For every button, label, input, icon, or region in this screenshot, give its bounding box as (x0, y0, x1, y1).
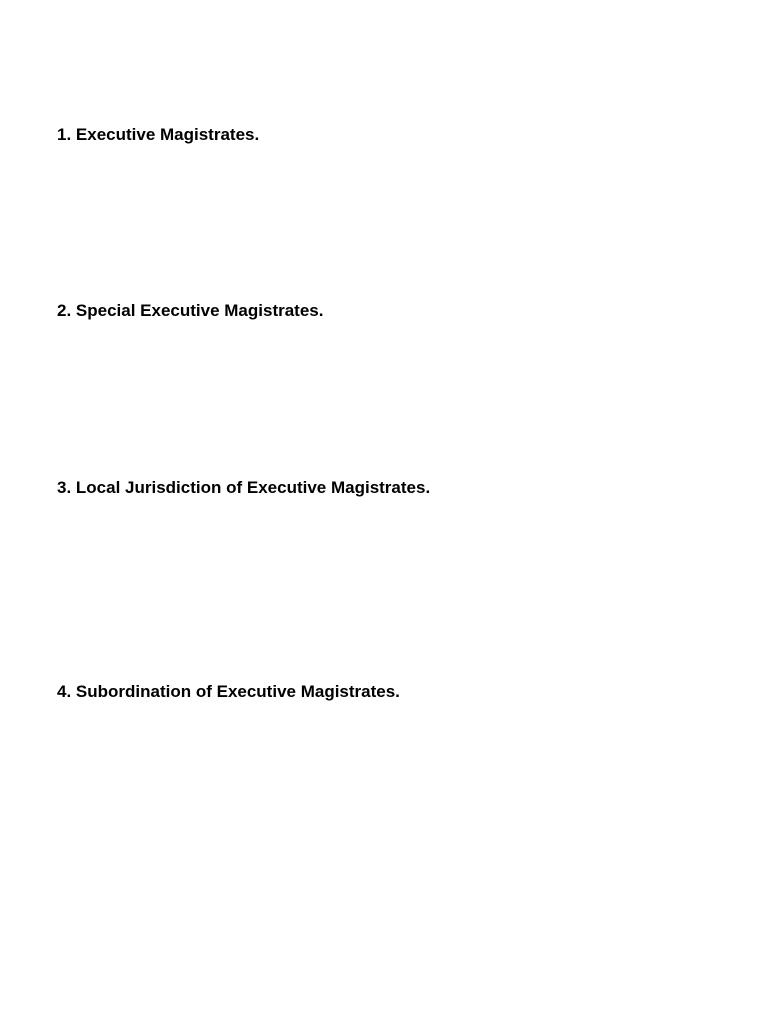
heading-special-executive-magistrates: 2. Special Executive Magistrates. (57, 301, 324, 320)
heading-subordination: 4. Subordination of Executive Magistrates. (57, 682, 400, 701)
heading-local-jurisdiction: 3. Local Jurisdiction of Executive Magistrates. (57, 478, 431, 497)
heading-executive-magistrates: 1. Executive Magistrates. (57, 125, 260, 144)
